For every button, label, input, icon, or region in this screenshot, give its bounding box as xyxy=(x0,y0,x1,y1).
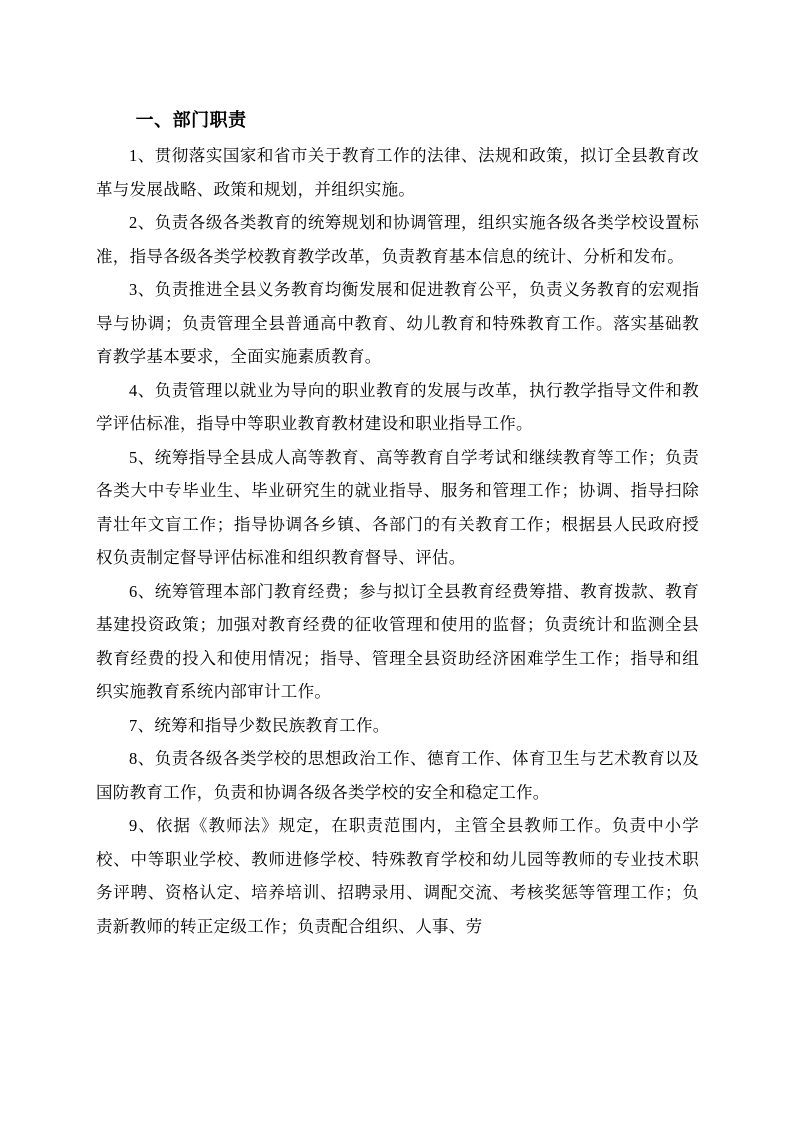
paragraph-3: 3、负责推进全县义务教育均衡发展和促进教育公平，负责义务教育的宏观指导与协调；负责管理全县普通高中教育、幼儿教育和特殊教育工作。落实基础教育教学基本要求，全面实施素质教育。 xyxy=(96,280,699,366)
paragraph-6: 6、统筹管理本部门教育经费；参与拟订全县教育经费筹措、教育拨款、教育基建投资政策；加强对教育经费的征收管理和使用的监督；负责统计和监测全县教育经费的投入和使用情况；指导、管理全县资助经济困难学生工作；指导和组织实施教育系统内部审计工作。 xyxy=(96,581,699,701)
document-content xyxy=(96,104,699,943)
paragraph-4: 4、负责管理以就业为导向的职业教育的发展与改革，执行教学指导文件和教学评估标准，指导中等职业教育教材建设和职业指导工作。 xyxy=(96,380,699,433)
paragraph-1: 1、贯彻落实国家和省市关于教育工作的法律、法规和政策，拟订全县教育改革与发展战略、政策和规划，并组织实施。 xyxy=(96,146,699,199)
paragraph-2: 2、负责各级各类教育的统筹规划和协调管理，组织实施各级各类学校设置标准，指导各级各类学校教育教学改革，负责教育基本信息的统计、分析和发布。 xyxy=(96,213,699,266)
paragraph-7: 7、统筹和指导少数民族教育工作。 xyxy=(129,715,390,735)
paragraph-9: 9、依据《教师法》规定，在职责范围内，主管全县教师工作。负责中小学校、中等职业学校、教师进修学校、特殊教育学校和幼儿园等教师的专业技术职务评聘、资格认定、培养培训、招聘录用、调配交流、考核奖惩等管理工作；负责新教师的转正定级工作；负责配合组织、人事、劳 xyxy=(96,816,699,936)
paragraph-8: 8、负责各级各类学校的思想政治工作、德育工作、体育卫生与艺术教育以及国防教育工作，负责和协调各级各类学校的安全和稳定工作。 xyxy=(96,749,699,802)
paragraph-5: 5、统筹指导全县成人高等教育、高等教育自学考试和继续教育等工作；负责各类大中专毕业生、毕业研究生的就业指导、服务和管理工作；协调、指导扫除青壮年文盲工作；指导协调各乡镇、各部门的有关教育工作；根据县人民政府授权负责制定督导评估标准和组织教育督导、评估。 xyxy=(96,447,699,567)
section-title: 一、部门职责 xyxy=(135,110,247,130)
